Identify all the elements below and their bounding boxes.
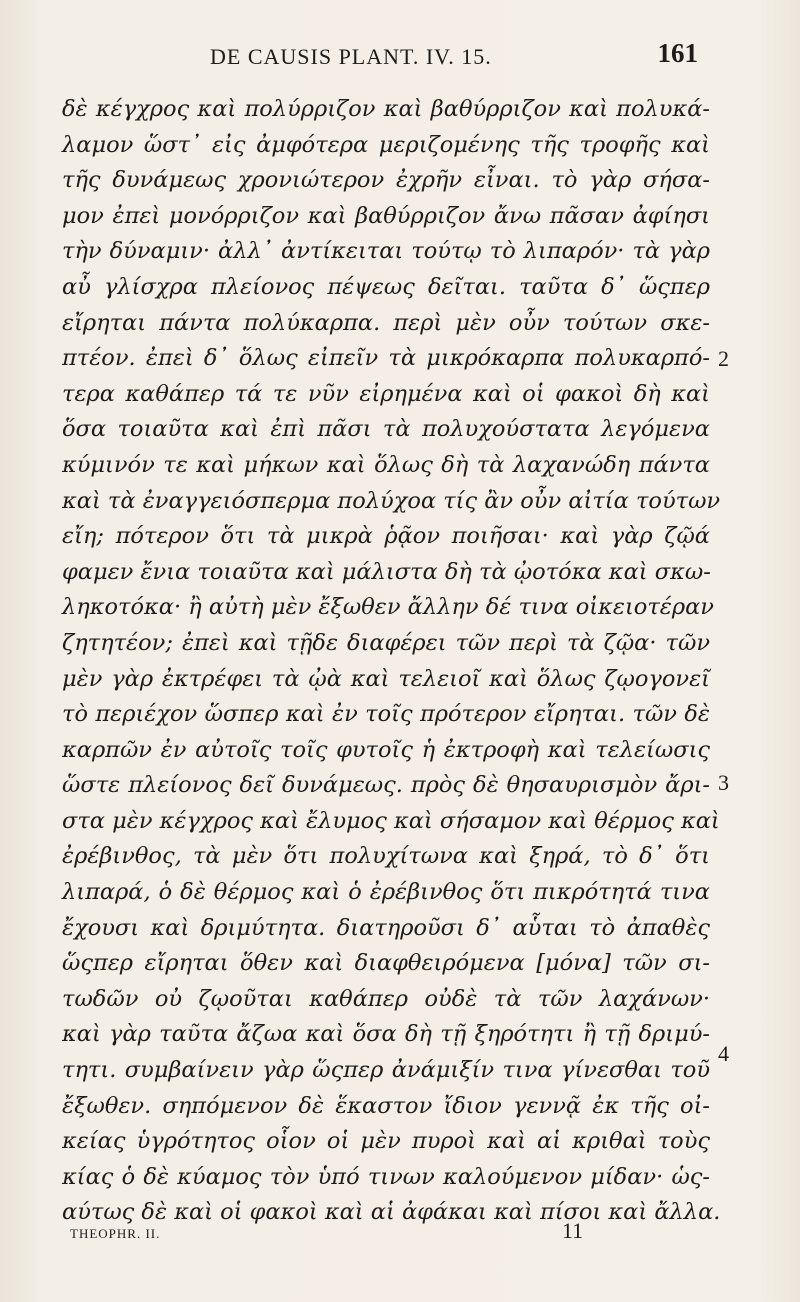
body-text [62, 92, 721, 1231]
text-line: κείας ὑγρότητος οἷον οἱ μὲν πυροὶ καὶ αἱ κριθαὶ τοὺς [62, 1128, 710, 1155]
text-line: αὖ γλίσχρα πλείονος πέψεως δεῖται. ταῦτα δ᾽ ὥςπερ [62, 273, 710, 300]
text-line: μὲν γὰρ ἐκτρέφει τὰ ᾠὰ καὶ τελειοῖ καὶ ὅλως ζῳογονεῖ [62, 665, 710, 692]
page-number: 161 [657, 38, 698, 68]
page-header [60, 38, 720, 78]
margin-section-number: 2 [718, 346, 729, 371]
text-line: λιπαρά, ὁ δὲ θέρμος καὶ ὁ ἐρέβινθος ὅτι πικρότητά τινα [62, 879, 710, 906]
text-line: δὲ κέγχρος καὶ πολύρριζον καὶ βαθύρριζον καὶ πολυκά- [62, 96, 710, 122]
text-line: λαμον ὥστ᾽ εἰς ἀμφότερα μεριζομένης τῆς τροφῆς καὶ [62, 131, 710, 158]
text-line: κίας ὁ δὲ κύαμος τὸν ὑπό τινων καλούμενον μίδαν· ὡς- [62, 1163, 710, 1190]
text-line: κύμινόν τε καὶ μήκων καὶ ὅλως δὴ τὰ λαχανώδη πάντα [62, 451, 710, 478]
text-line: ἐρέβινθος, τὰ μὲν ὅτι πολυχίτωνα καὶ ξηρά, τὸ δ᾽ ὅτι [62, 843, 710, 870]
text-line: μον ἐπεὶ μονόρριζον καὶ βαθύρριζον ἄνω πᾶσαν ἀφίησι [62, 202, 710, 229]
margin-section-number: 4 [718, 1041, 729, 1066]
text-line: ὥστε πλείονος δεῖ δυνάμεως. πρὸς δὲ θησαυρισμὸν ἄρι- [62, 772, 710, 799]
footer-author-signature: THEOPHR. II. [70, 1226, 161, 1241]
text-line: καρπῶν ἐν αὐτοῖς τοῖς φυτοῖς ἡ ἐκτροφὴ καὶ τελείωσις [62, 736, 710, 763]
text-line: τὸ περιέχον ὥσπερ καὶ ἐν τοῖς πρότερον εἴρηται. τῶν δὲ [62, 701, 710, 728]
text-line: στα μὲν κέγχρος καὶ ἔλυμος καὶ σήσαμον καὶ θέρμος καὶ [62, 807, 720, 834]
text-line: καὶ τὰ ἐναγγειόσπερμα πολύχοα τίς ἂν οὖν αἰτία τούτων [62, 487, 721, 514]
text-line: τὴν δύναμιν· ἀλλ᾽ ἀντίκειται τούτῳ τὸ λιπαρόν· τὰ γὰρ [62, 238, 710, 265]
text-line: πτέον. ἐπεὶ δ᾽ ὅλως εἰπεῖν τὰ μικρόκαρπα πολυκαρπό- [62, 345, 710, 372]
running-title: DE CAUSIS PLANT. IV. 15. [210, 44, 492, 69]
text-line: ἔχουσι καὶ δριμύτητα. διατηροῦσι δ᾽ αὗται τὸ ἀπαθὲς [62, 914, 710, 941]
text-line: εἴρηται πάντα πολύκαρπα. περὶ μὲν οὖν τούτων σκε- [62, 309, 710, 336]
text-line: αύτως δὲ καὶ οἱ φακοὶ καὶ αἱ ἀφάκαι καὶ πίσοι καὶ ἄλλα. [62, 1199, 721, 1226]
text-line: τητι. συμβαίνειν γὰρ ὥςπερ ἀνάμιξίν τινα γίνεσθαι τοῦ [62, 1057, 710, 1084]
text-line: ἔξωθεν. σηπόμενον δὲ ἕκαστον ἴδιον γεννᾷ ἐκ τῆς οἰ- [62, 1092, 710, 1119]
text-line: τῆς δυνάμεως χρονιώτερον ἐχρῆν εἶναι. τὸ γὰρ σήσα- [62, 167, 710, 194]
text-line: τωδῶν οὐ ζῳοῦται καθάπερ οὐδὲ τὰ τῶν λαχάνων· [62, 985, 710, 1012]
text-line: ὅσα τοιαῦτα καὶ ἐπὶ πᾶσι τὰ πολυχούστατα λεγόμενα [62, 416, 710, 443]
text-line: καὶ γὰρ ταῦτα ἄζωα καὶ ὅσα δὴ τῇ ξηρότητι ἢ τῇ δριμύ- [62, 1021, 710, 1048]
text-line: φαμεν ἔνια τοιαῦτα καὶ μάλιστα δὴ τὰ ᾠοτόκα καὶ σκω- [62, 558, 711, 585]
margin-section-number: 3 [718, 770, 729, 795]
text-line: ζητητέον; ἐπεὶ καὶ τῇδε διαφέρει τῶν περὶ τὰ ζῷα· τῶν [62, 629, 710, 656]
text-line: τερα καθάπερ τά τε νῦν εἰρημένα καὶ οἱ φακοὶ δὴ καὶ [62, 380, 710, 407]
text-line: εἴη; πότερον ὅτι τὰ μικρὰ ῥᾷον ποιῆσαι· καὶ γὰρ ζῷά [62, 523, 710, 550]
text-line: ὥςπερ εἴρηται ὅθεν καὶ διαφθειρόμενα [μόνα] τῶν σι- [62, 950, 710, 977]
footer-gathering-number: 11 [562, 1218, 584, 1243]
text-line: ληκοτόκα· ἢ αὐτὴ μὲν ἔξωθεν ἄλλην δέ τινα οἰκειοτέραν [62, 594, 714, 621]
